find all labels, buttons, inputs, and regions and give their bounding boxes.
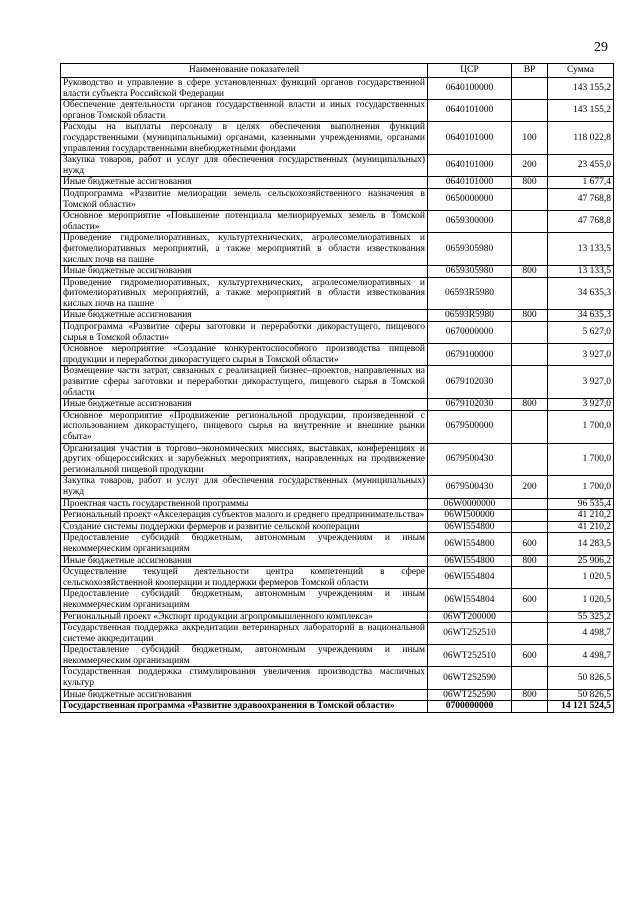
cell-name: Создание системы поддержки фермеров и развитие сельской кооперации (61, 521, 428, 533)
table-row (61, 266, 614, 278)
cell-vr: 800 (512, 689, 548, 701)
cell-name: Основное мероприятие «Повышение потенциала мелиорируемых земель в Томской области» (61, 211, 428, 233)
cell-sum: 5 627,0 (548, 322, 614, 344)
cell-csr: 0679500430 (428, 476, 512, 498)
cell-csr: 0640101000 (428, 177, 512, 189)
cell-vr: 800 (512, 310, 548, 322)
cell-csr: 06593R5980 (428, 310, 512, 322)
cell-vr (512, 567, 548, 589)
cell-name: Предоставление субсидий бюджетным, автономным учреждениям и иным некоммерческим организациям (61, 589, 428, 611)
cell-csr: 0700000000 (428, 701, 512, 713)
cell-csr: 0679100000 (428, 344, 512, 366)
cell-csr: 06WI554800 (428, 555, 512, 567)
cell-vr: 800 (512, 177, 548, 189)
cell-vr (512, 521, 548, 533)
table-row (61, 277, 614, 310)
cell-name: Подпрограмма «Развитие мелиорации земель сельскохозяйственного назначения в Томской области» (61, 188, 428, 210)
cell-vr (512, 667, 548, 689)
cell-name: Иные бюджетные ассигнования (61, 689, 428, 701)
cell-sum: 25 906,2 (548, 555, 614, 567)
table-row (61, 310, 614, 322)
cell-csr: 0640101000 (428, 122, 512, 155)
cell-csr: 0679102030 (428, 399, 512, 411)
cell-sum: 23 455,0 (548, 155, 614, 177)
cell-sum: 1 700,0 (548, 476, 614, 498)
cell-vr: 800 (512, 399, 548, 411)
cell-name: Государственная поддержка стимулирования увеличения производства масличных культур (61, 667, 428, 689)
cell-csr: 0670000000 (428, 322, 512, 344)
cell-csr: 06WT200000 (428, 611, 512, 623)
table-row (61, 510, 614, 522)
cell-sum: 3 927,0 (548, 366, 614, 399)
cell-csr: 06W0000000 (428, 498, 512, 510)
cell-csr: 0640101000 (428, 100, 512, 122)
cell-name: Иные бюджетные ассигнования (61, 266, 428, 278)
cell-name: Иные бюджетные ассигнования (61, 399, 428, 411)
cell-vr (512, 510, 548, 522)
cell-name: Иные бюджетные ассигнования (61, 310, 428, 322)
cell-name: Организация участия в торгово–экономических миссиях, выставках, конференциях и других общероссийских и зарубежных мероприятиях, направленных на продвижение региональной пищевой продукции (61, 443, 428, 476)
cell-vr (512, 188, 548, 210)
table-row (61, 645, 614, 667)
table-row (61, 78, 614, 100)
cell-vr (512, 410, 548, 443)
cell-vr (512, 443, 548, 476)
table-row (61, 410, 614, 443)
cell-sum: 96 535,4 (548, 498, 614, 510)
cell-csr: 0640101000 (428, 155, 512, 177)
table-row (61, 498, 614, 510)
cell-sum: 13 133,5 (548, 233, 614, 266)
cell-name: Проведение гидромелиоративных, культуртехнических, агролесомелиоративных и фитомелиоративных мероприятий, а также мероприятий в области известкования кислых почв на пашне (61, 277, 428, 310)
table-row (61, 366, 614, 399)
cell-name: Подпрограмма «Развитие сферы заготовки и переработки дикорастущего, пищевого сырья в Томской области» (61, 322, 428, 344)
cell-name: Иные бюджетные ассигнования (61, 555, 428, 567)
table-row (61, 667, 614, 689)
cell-csr: 0650000000 (428, 188, 512, 210)
cell-vr (512, 277, 548, 310)
cell-vr (512, 100, 548, 122)
cell-csr: 06593R5980 (428, 277, 512, 310)
cell-csr: 0679500430 (428, 443, 512, 476)
cell-csr: 0659300000 (428, 211, 512, 233)
cell-name: Предоставление субсидий бюджетным, автономным учреждениям и иным некоммерческим организациям (61, 645, 428, 667)
table-row (61, 399, 614, 411)
cell-csr: 06WT252590 (428, 689, 512, 701)
cell-sum: 3 927,0 (548, 344, 614, 366)
cell-sum: 118 022,8 (548, 122, 614, 155)
cell-vr (512, 498, 548, 510)
table-row (61, 521, 614, 533)
cell-name: Расходы на выплаты персоналу в целях обеспечения выполнения функций государственными (муниципальными) органами, казенными учреждениями, органами управления государственными внебюджетными фондами (61, 122, 428, 155)
cell-vr (512, 322, 548, 344)
cell-sum: 1 700,0 (548, 410, 614, 443)
cell-name: Проектная часть государственной программы (61, 498, 428, 510)
table-row (61, 476, 614, 498)
cell-sum: 3 927,0 (548, 399, 614, 411)
cell-sum: 55 325,2 (548, 611, 614, 623)
cell-name: Осуществление текущей деятельности центра компетенций в сфере сельскохозяйственной кооперации и поддержки фермеров Томской области (61, 567, 428, 589)
cell-sum: 34 635,3 (548, 310, 614, 322)
cell-vr (512, 623, 548, 645)
table-row (61, 122, 614, 155)
header-csr: ЦСР (428, 64, 512, 78)
cell-name: Основное мероприятие «Продвижение региональной продукции, произведенной с использованием дикорастущего, пищевого сырья на внутренние и внешние рынки сбыта» (61, 410, 428, 443)
cell-vr: 600 (512, 533, 548, 555)
header-vr: ВР (512, 64, 548, 78)
cell-vr: 200 (512, 476, 548, 498)
cell-sum: 13 133,5 (548, 266, 614, 278)
cell-sum: 1 020,5 (548, 589, 614, 611)
cell-sum: 4 498,7 (548, 623, 614, 645)
table-row (61, 701, 614, 713)
cell-vr: 800 (512, 555, 548, 567)
cell-csr: 06WT252590 (428, 667, 512, 689)
cell-csr: 06WT252510 (428, 623, 512, 645)
table-row (61, 689, 614, 701)
table-row (61, 322, 614, 344)
cell-vr (512, 366, 548, 399)
cell-name: Региональный проект «Экспорт продукции агропромышленного комплекса» (61, 611, 428, 623)
cell-sum: 50 826,5 (548, 667, 614, 689)
header-name: Наименование показателей (61, 64, 428, 78)
cell-sum: 47 768,8 (548, 211, 614, 233)
cell-sum: 143 155,2 (548, 100, 614, 122)
table-row (61, 211, 614, 233)
page-number: 29 (594, 40, 608, 55)
cell-sum: 41 210,2 (548, 521, 614, 533)
cell-sum: 143 155,2 (548, 78, 614, 100)
cell-name: Предоставление субсидий бюджетным, автономным учреждениям и иным некоммерческим организациям (61, 533, 428, 555)
cell-name: Проведение гидромелиоративных, культуртехнических, агролесомелиоративных и фитомелиоративных мероприятий, а также мероприятий в области известкования кислых почв на пашне (61, 233, 428, 266)
cell-sum: 34 635,3 (548, 277, 614, 310)
table-row (61, 567, 614, 589)
table-row (61, 100, 614, 122)
cell-vr (512, 611, 548, 623)
table-header-row (61, 64, 614, 78)
cell-vr (512, 233, 548, 266)
cell-sum: 41 210,2 (548, 510, 614, 522)
cell-sum: 50 826,5 (548, 689, 614, 701)
cell-name: Обеспечение деятельности органов государственной власти и иных государственных органов Томской области (61, 100, 428, 122)
cell-vr: 600 (512, 589, 548, 611)
table-row (61, 155, 614, 177)
cell-sum: 14 121 524,5 (548, 701, 614, 713)
cell-vr: 100 (512, 122, 548, 155)
cell-vr: 200 (512, 155, 548, 177)
cell-csr: 0679500000 (428, 410, 512, 443)
table-row (61, 623, 614, 645)
cell-name: Иные бюджетные ассигнования (61, 177, 428, 189)
cell-name: Закупка товаров, работ и услуг для обеспечения государственных (муниципальных) нужд (61, 155, 428, 177)
cell-sum: 4 498,7 (548, 645, 614, 667)
table-row (61, 611, 614, 623)
table-row (61, 443, 614, 476)
cell-sum: 1 020,5 (548, 567, 614, 589)
cell-name: Основное мероприятие «Создание конкурентоспособного производства пищевой продукции и переработки дикорастущего сырья в Томской области» (61, 344, 428, 366)
cell-csr: 0640100000 (428, 78, 512, 100)
table-row (61, 188, 614, 210)
table-row (61, 233, 614, 266)
cell-name: Возмещение части затрат, связанных с реализацией бизнес–проектов, направленных на развитие сферы заготовки и переработки дикорастущего, пищевого сырья в Томской области (61, 366, 428, 399)
cell-csr: 06WI554804 (428, 589, 512, 611)
cell-name: Руководство и управление в сфере установленных функций органов государственной власти субъекта Российской Федерации (61, 78, 428, 100)
cell-csr: 0679102030 (428, 366, 512, 399)
cell-csr: 06WI500000 (428, 510, 512, 522)
cell-csr: 06WI554804 (428, 567, 512, 589)
cell-name: Закупка товаров, работ и услуг для обеспечения государственных (муниципальных) нужд (61, 476, 428, 498)
budget-table (60, 63, 614, 713)
cell-vr (512, 211, 548, 233)
cell-name: Государственная поддержка аккредитации ветеринарных лабораторий в национальной системе аккредитации (61, 623, 428, 645)
cell-vr (512, 701, 548, 713)
cell-vr: 600 (512, 645, 548, 667)
table-row (61, 533, 614, 555)
table-row (61, 589, 614, 611)
table-row (61, 555, 614, 567)
cell-csr: 06WT252510 (428, 645, 512, 667)
cell-sum: 14 283,5 (548, 533, 614, 555)
cell-vr (512, 344, 548, 366)
table-row (61, 177, 614, 189)
header-sum: Сумма (548, 64, 614, 78)
cell-vr (512, 78, 548, 100)
table-row (61, 344, 614, 366)
cell-csr: 06WI554800 (428, 533, 512, 555)
cell-csr: 0659305980 (428, 266, 512, 278)
cell-csr: 06WI554800 (428, 521, 512, 533)
cell-sum: 47 768,8 (548, 188, 614, 210)
cell-sum: 1 700,0 (548, 443, 614, 476)
cell-vr: 800 (512, 266, 548, 278)
cell-sum: 1 677,4 (548, 177, 614, 189)
cell-name: Региональный проект «Акселерация субъектов малого и среднего предпринимательства» (61, 510, 428, 522)
cell-csr: 0659305980 (428, 233, 512, 266)
cell-name: Государственная программа «Развитие здравоохранения в Томской области» (61, 701, 428, 713)
